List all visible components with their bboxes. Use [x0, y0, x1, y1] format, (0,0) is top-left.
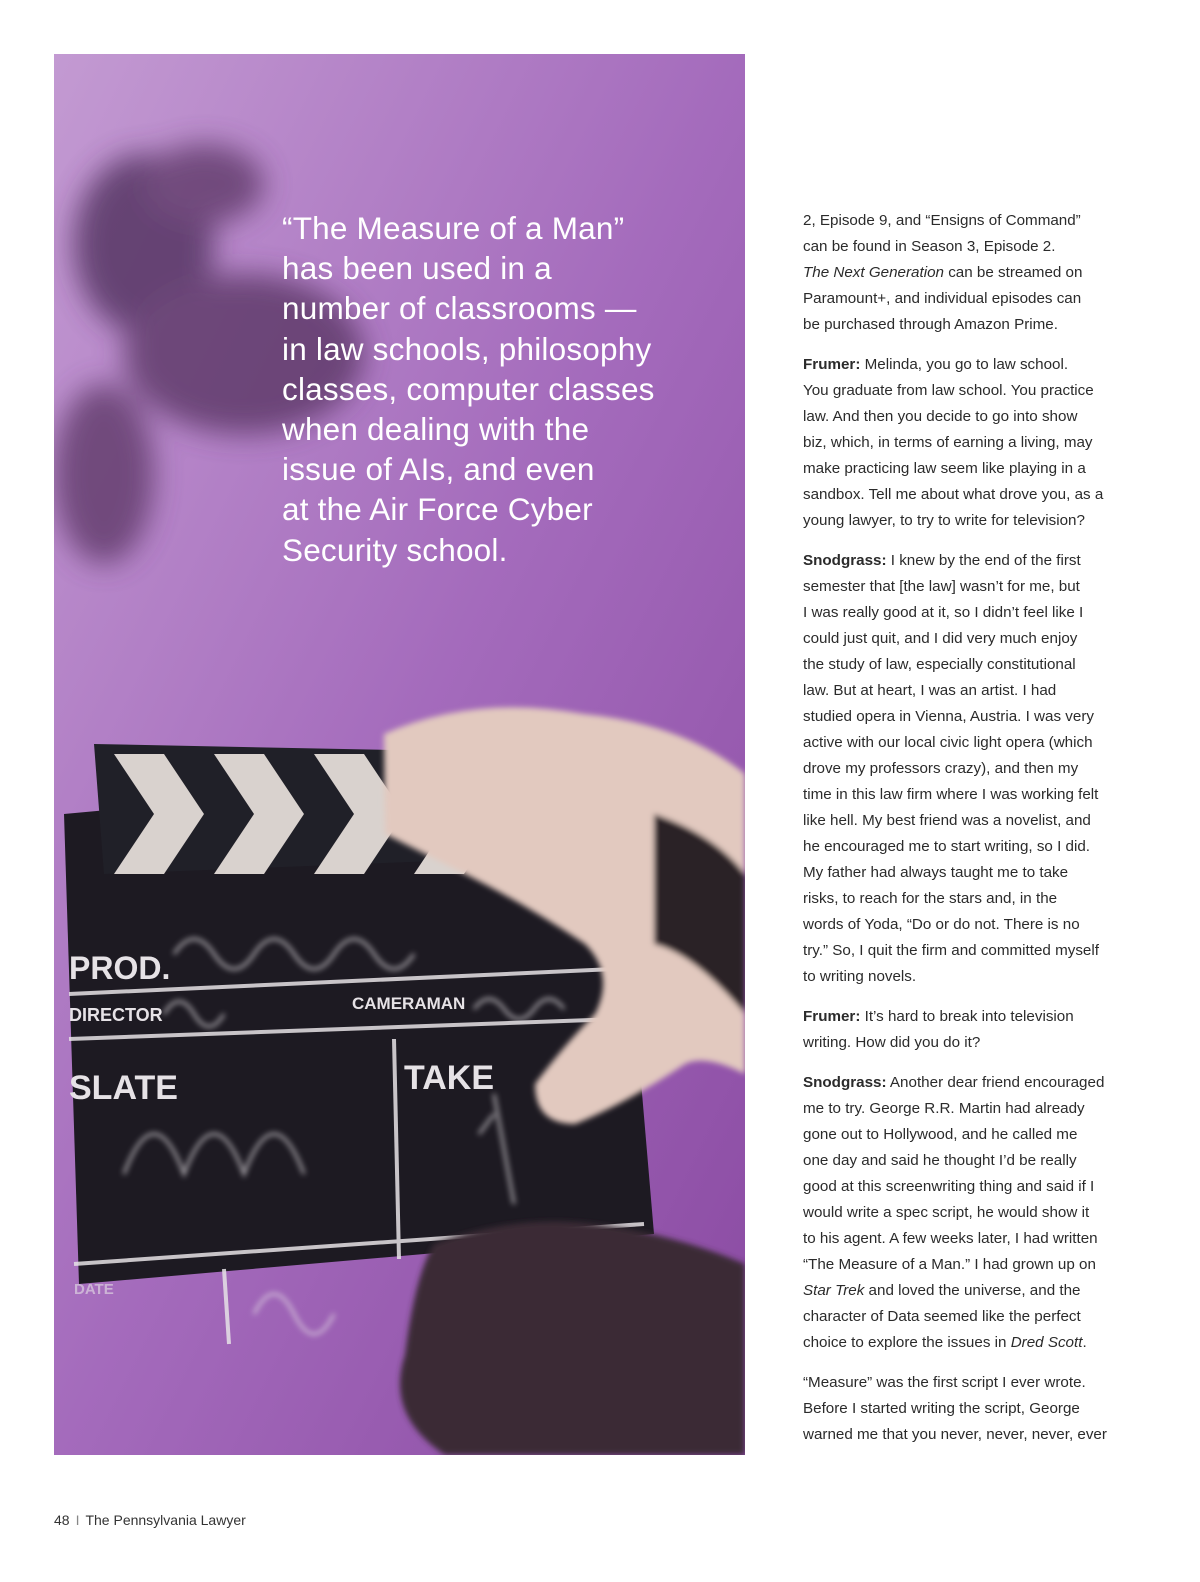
interview-question [803, 352, 1138, 534]
case-title: Dred Scott [1010, 1334, 1083, 1351]
article-text: 2, Episode 9, and “Ensigns of Command” can be found in Season 3, Episode 2. [803, 212, 1081, 255]
speaker-name: Snodgrass: [803, 1074, 887, 1091]
clapper-cameraman-label: CAMERAMAN [352, 994, 466, 1013]
page-number: 48 [54, 1512, 70, 1528]
clapper-take-label: TAKE [404, 1059, 495, 1097]
interview-answer [803, 1070, 1138, 1356]
footer-separator: I [75, 1512, 80, 1528]
interview-answer [803, 548, 1138, 990]
clapper-date-label: DATE [74, 1281, 114, 1298]
speaker-name: Frumer: [803, 1008, 861, 1025]
show-title: Star Trek [803, 1282, 865, 1299]
article-paragraph [803, 208, 1138, 338]
article-paragraph: “Measure” was the first script I ever wrote. Before I started writing the script, George warned me that you never, never, never, ever [803, 1374, 1107, 1443]
pull-quote: “The Measure of a Man” has been used in a number of classrooms — in law schools, philosophy classes, computer classes when dealing with the issue of AIs, and even at the Air Force Cyber Security school. [282, 210, 655, 568]
page-footer [54, 1512, 246, 1528]
question-text: Melinda, you go to law school. You graduate from law school. You practice law. And then you decide to go into show biz, which, in terms of earning a living, may make practicing law seem like playing in a sandbox. Tell me about what drove you, as a young lawyer, to try to write for television? [803, 356, 1104, 529]
answer-text: . [1082, 1334, 1087, 1351]
answer-text: Another dear friend encouraged me to try. George R.R. Martin had already gone out to Hollywood, and he called me one day and said he thought I’d be really good at this screenwriting thing and said if I would write a spec script, he would show it to his agent. A few weeks later, I had written “The Measure of a Man.” I had grown up on [803, 1074, 1105, 1273]
speaker-name: Frumer: [803, 356, 861, 373]
speaker-name: Snodgrass: [803, 552, 887, 569]
answer-text: and loved the universe, and the character of Data seemed like the perfect choice to explore the issues in [803, 1282, 1081, 1351]
article-body [803, 208, 1138, 1462]
show-title: The Next Generation [803, 264, 944, 281]
interview-question [803, 1004, 1138, 1056]
question-text: It’s hard to break into television writing. How did you do it? [803, 1008, 1074, 1051]
publication-name: The Pennsylvania Lawyer [85, 1512, 246, 1528]
clapper-slate-label: SLATE [69, 1069, 178, 1107]
article-text: can be streamed on Paramount+, and individual episodes can be purchased through Amazon Prime. [803, 264, 1083, 333]
clapper-director-label: DIRECTOR [69, 1005, 163, 1025]
clapper-prod-label: PROD. [69, 950, 171, 986]
answer-text: I knew by the end of the first semester that [the law] wasn’t for me, but I was really good at it, so I didn’t feel like I could just quit, and I did very much enjoy the study of law, especially constitutional law. But at heart, I was an artist. I had studied opera in Vienna, Austria. I was very active with our local civic light opera (which drove my professors crazy), and then my time in this law firm where I was working felt like hell. My best friend was a novelist, and he encouraged me to start writing, so I did. My father had always taught me to take risks, to reach for the stars and, in the words of Yoda, “Do or do not. There is no try.” So, I quit the firm and committed myself to writing novels. [803, 552, 1099, 985]
